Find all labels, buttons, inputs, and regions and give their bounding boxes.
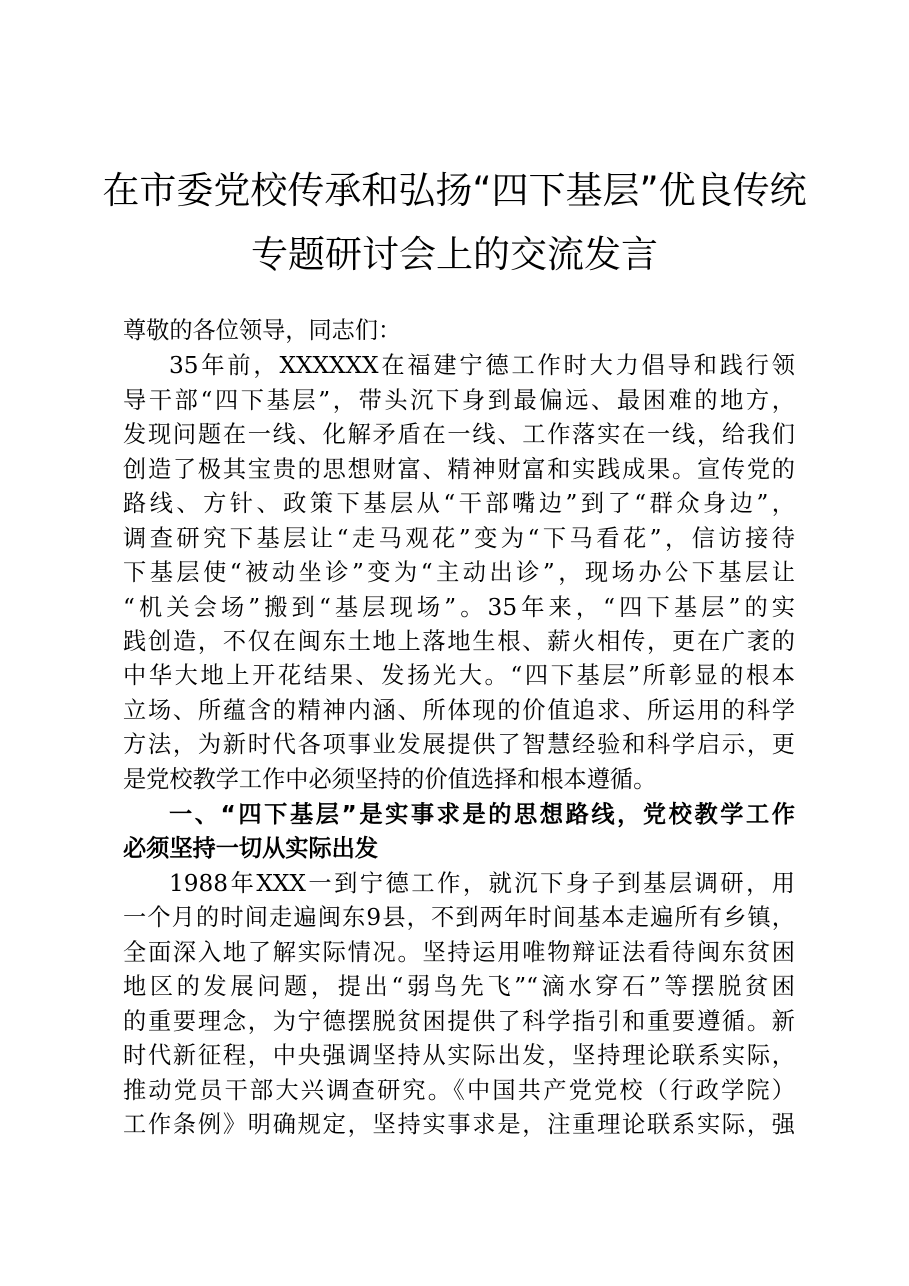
paragraph-line: 是党校教学工作中必须坚持的价值选择和根本遵循。 (123, 766, 657, 793)
paragraph-line: 调查研究下基层让“走马观花”变为“下马看花”，信访接待 (123, 525, 795, 552)
paragraph-line: 的重要理念，为宁德摆脱贫困提供了科学指引和重要遵循。新 (123, 1008, 795, 1035)
paragraph-line: 中华大地上开花结果、发扬光大。“四下基层”所彰显的根本 (123, 662, 795, 689)
document-title-line-1: 在市委党校传承和弘扬“四下基层”优良传统 (102, 169, 807, 212)
paragraph-line: 一个月的时间走遍闽东9县，不到两年时间基本走遍所有乡镇， (123, 904, 795, 931)
paragraph-line: 路线、方针、政策下基层从“干部嘴边”到了“群众身边”， (123, 490, 795, 517)
section-heading-line: 必须坚持一切从实际出发 (123, 835, 379, 862)
paragraph-line: 时代新征程，中央强调坚持从实际出发，坚持理论联系实际， (123, 1042, 795, 1069)
paragraph-line: 全面深入地了解实际情况。坚持运用唯物辩证法看待闽东贫困 (123, 939, 795, 966)
paragraph-line: “机关会场”搬到“基层现场”。35年来，“四下基层”的实 (123, 594, 795, 621)
paragraph-line: 创造了极其宝贵的思想财富、精神财富和实践成果。宣传党的 (123, 456, 795, 483)
document-title-line-2: 专题研讨会上的交流发言 (251, 233, 658, 276)
section-heading-line: 一、“四下基层”是实事求是的思想路线，党校教学工作 (169, 801, 795, 828)
paragraph-line: 践创造，不仅在闽东土地上落地生根、薪火相传，更在广袤的 (123, 628, 795, 655)
paragraph-line: 工作条例》明确规定，坚持实事求是，注重理论联系实际，强 (123, 1111, 795, 1138)
paragraph-line: 方法，为新时代各项事业发展提供了智慧经验和科学启示，更 (123, 731, 795, 758)
paragraph-line: 1988年XXX一到宁德工作，就沉下身子到基层调研，用 (169, 870, 795, 897)
paragraph-line: 立场、所蕴含的精神内涵、所体现的价值追求、所运用的科学 (123, 697, 795, 724)
paragraph-line: 下基层使“被动坐诊”变为“主动出诊”，现场办公下基层让 (123, 559, 795, 586)
paragraph-line: 地区的发展问题，提出“弱鸟先飞”“滴水穿石”等摆脱贫困 (123, 973, 795, 1000)
paragraph-line: 导干部“四下基层”，带头沉下身到最偏远、最困难的地方， (123, 387, 795, 414)
paragraph-line: 35年前，XXXXXX在福建宁德工作时大力倡导和践行领 (169, 352, 795, 379)
paragraph-line: 推动党员干部大兴调查研究。《中国共产党党校（行政学院） (123, 1077, 795, 1104)
salutation: 尊敬的各位领导，同志们： (123, 317, 402, 344)
paragraph-line: 发现问题在一线、化解矛盾在一线、工作落实在一线，给我们 (123, 421, 795, 448)
